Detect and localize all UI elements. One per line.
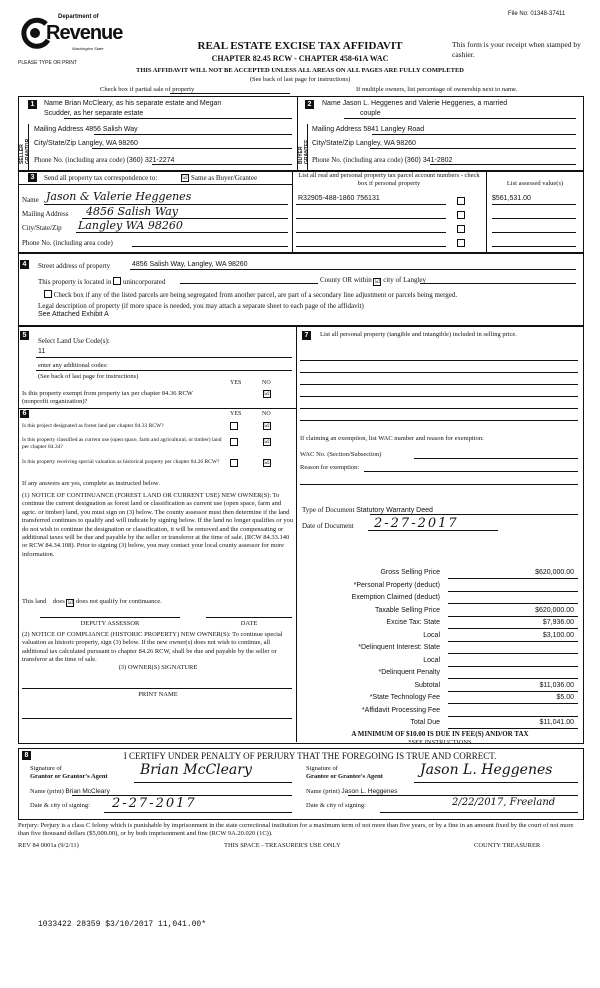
exempt-question: Is this property exempt from property tax per chapter 84.36 RCW (nonprofit organization)? (22, 390, 193, 405)
q3-no-checkbox[interactable]: ☑ (264, 459, 270, 466)
personal-checkbox-2[interactable] (457, 211, 465, 219)
form-revision: REV 84 0001a (9/2/11) (18, 842, 79, 849)
s6-yes: YES (230, 411, 242, 417)
doc-date-label: Date of Document (302, 522, 354, 530)
segregated-checkbox[interactable] (44, 290, 52, 298)
assessed-1[interactable]: $561,531.00 (492, 195, 531, 202)
personal-checkbox-3[interactable] (457, 225, 465, 233)
fee-label: Taxable Selling Price (375, 606, 440, 614)
personal-checkbox-4[interactable] (457, 239, 465, 247)
personal-checkbox-1[interactable] (457, 197, 465, 205)
buyer-city-row: City/State/Zip Langley, WA 98260 (312, 140, 416, 147)
grantor-date[interactable]: 2-27-2017 (112, 796, 197, 811)
correspondence-label: Send all property tax correspondence to: (44, 174, 158, 182)
s6-no: NO (262, 411, 271, 417)
legal-value[interactable]: See Attached Exhibit A (38, 311, 109, 318)
exempt-no-checkbox[interactable]: ☑ (264, 390, 270, 397)
grantor-date-label: Date & city of signing: (30, 802, 90, 809)
county-treasurer: COUNTY TREASURER (474, 842, 541, 849)
owner-signature-label: (3) OWNER(S) SIGNATURE (118, 664, 198, 671)
grantor-sig-label-b: Grantor or Grantor's Agent (30, 773, 108, 780)
fee-value[interactable]: $7,936.00 (542, 619, 574, 626)
segregated-row: Check box if any of the listed parcels are being segregated from another parcel, are part of a secondary line adjustment or parcels being merged. (44, 289, 457, 299)
please-type: PLEASE TYPE OR PRINT (18, 60, 78, 66)
fee-value[interactable]: $11,041.00 (539, 719, 574, 726)
form-title: REAL ESTATE EXCISE TAX AFFIDAVIT (197, 40, 403, 52)
s3-mail-label: Mailing Address (22, 210, 69, 218)
form-subtitle: CHAPTER 82.45 RCW - CHAPTER 458-61A WAC (211, 54, 389, 63)
q2-yes-checkbox[interactable] (230, 438, 238, 446)
legal-label: Legal description of property (if more space is needed, you may attach a separate sheet to each page of the affidavit) (38, 302, 364, 310)
fee-value[interactable]: $620,000.00 (535, 606, 574, 614)
grantee-sig-label-b: Grantee or Grantee's Agent (306, 773, 383, 780)
fee-label: Subtotal (414, 681, 440, 689)
see-instructions: *SEE INSTRUCTIONS (408, 739, 472, 746)
fee-value[interactable]: $620,000.00 (535, 569, 574, 576)
s3-mail[interactable]: 4856 Salish Way (86, 205, 178, 218)
fee-label: *Affidavit Processing Fee (361, 706, 440, 714)
q1-yes-checkbox[interactable] (230, 422, 238, 430)
additional-codes: enter any additional codes: (38, 362, 108, 369)
this-land-row: This land does ☑ does not qualify for continuance. (22, 598, 162, 606)
land-use-label: Select Land Use Code(s): (38, 337, 110, 345)
seller-name-1[interactable]: Brian McCleary, as his separate estate and Megan (64, 100, 222, 107)
fee-value[interactable]: $3,100.00 (542, 631, 574, 639)
fee-label: *State Technology Fee (369, 694, 440, 701)
grantee-sig-label-a: Signature of (306, 765, 338, 772)
section-7-badge: 7 (302, 331, 311, 340)
section-6-badge: 6 (20, 410, 29, 418)
grantee-date[interactable]: 2/22/2017, Freeland (452, 797, 556, 808)
street-value[interactable]: 4856 Salish Way, Langley, WA 98260 (132, 261, 248, 268)
seller-phone-row: Phone No. (including area code) (360) 321-2274 (34, 156, 175, 164)
logo-line2: Revenue (46, 22, 123, 44)
grantor-name[interactable]: Brian McCleary (65, 788, 110, 795)
fee-label: *Personal Property (deduct) (353, 581, 440, 589)
warning: THIS AFFIDAVIT WILL NOT BE ACCEPTED UNLESS ALL AREAS ON ALL PAGES ARE FULLY COMPLETED (136, 67, 464, 74)
receipt-note: This form is your receipt when stamped by cashier. (452, 40, 581, 59)
grantee-name[interactable]: Jason L. Heggenes (341, 788, 398, 795)
seller-side-label: SELLER GRANTOR (19, 138, 31, 164)
q2-no-checkbox[interactable]: ☑ (264, 438, 270, 445)
logo-line1: Department of (58, 14, 99, 20)
treasurer-space: THIS SPACE - TREASURER'S USE ONLY (224, 842, 341, 849)
multiple-owners-note: If multiple owners, list percentage of ownership next to name. (356, 86, 518, 93)
q2: Is this property classified as current use (open space, farm and agricultural, or timber) land per chapter 84.34? (22, 437, 222, 450)
fee-value[interactable]: $5.00 (556, 694, 574, 701)
q1-no-checkbox[interactable]: ☑ (264, 422, 270, 429)
fee-label: Local (423, 631, 440, 639)
logo-line3: Washington State (72, 46, 104, 51)
exemption-label: If claiming an exemption, list WAC number and reason for exemption: (300, 435, 484, 442)
notice-1: (1) NOTICE OF CONTINUANCE (FOREST LAND OR CURRENT USE) NEW OWNER(S): To continue the current designation as forest land or classification as current use (open space, farm and agric. or timber) land, you must sign on (3) below. The county assessor must then determine if the land transferred continues to qualify and will indicate by signing below. If the land no longer qualifies or you do not wish to continue the designation or classification, it will be removed and the compensating or additional taxes will be due and payable by the seller or transferor at the time of sale. (RCW 84.33.140 or RCW 84.34.108). Prior to signing (3) below, you may contact your local county assessor for more information. (22, 492, 294, 558)
land-use-value[interactable]: 11 (38, 348, 46, 355)
city-checkbox[interactable]: ☑ (374, 278, 381, 285)
q1: Is this project designated as forest land per chapter 84.33 RCW? (22, 423, 164, 429)
seller-mail[interactable]: 4856 Salish Way (85, 126, 138, 133)
perjury-statement: Perjury: Perjury is a class C felony which is punishable by imprisonment in the state correctional institution for a maximum term of not more than five years, or by a fine in an amount fixed by the court of not more than five thousand dollars ($5,000.00), or by both imprisonment and fine (RCW 9A.20.020 (1C)). (18, 822, 574, 837)
within-row: County OR within ☑ city of Langley (320, 276, 426, 285)
file-number: File No: 01348-37411 (508, 11, 566, 17)
see-back: (See back of last page for instructions) (249, 76, 351, 83)
seller-city-row: City/State/Zip Langley, WA 98260 (34, 140, 138, 147)
parcels-header: List all real and personal property tax parcel account numbers - check box if personal property (298, 172, 480, 187)
fee-label: Exemption Claimed (deduct) (351, 594, 440, 601)
notice-2: (2) NOTICE OF COMPLIANCE (HISTORIC PROPERTY) NEW OWNER(S): To continue special valuation as historic property, sign (3) below. If the new owner(s) does not wish to continue, all additional tax calculated pursuant to chapter 84.26 RCW, shall be due and payable by the seller or transferor at the time of sale. (22, 631, 283, 664)
same-as-buyer-label: Same as Buyer/Grantee (191, 174, 258, 182)
deputy-assessor: DEPUTY ASSESSOR (80, 620, 140, 627)
buyer-mail-row: Mailing Address 5841 Langley Road (312, 126, 425, 133)
unincorporated-checkbox[interactable] (113, 277, 121, 285)
grantor-sig-label-a: Signature of (30, 765, 62, 772)
grantor-signature[interactable]: Brian McCleary (140, 762, 252, 778)
reason-label: Reason for exemption: (300, 464, 360, 471)
same-as-buyer-checkbox[interactable]: ☑ (182, 174, 188, 181)
grantee-signature[interactable]: Jason L. Heggenes (420, 762, 553, 778)
personal-property-label: List all personal property (tangible and intangible) included in selling price. (320, 331, 517, 338)
s3-phone-label: Phone No. (including area code) (22, 239, 113, 247)
section-5-badge: 5 (20, 331, 29, 340)
fee-label: Gross Selling Price (380, 569, 440, 576)
certify-statement: I CERTIFY UNDER PENALTY OF PERJURY THAT THE FOREGOING IS TRUE AND CORRECT. (123, 751, 497, 761)
s3-name-label: Name (22, 196, 39, 204)
print-name-label: PRINT NAME (138, 691, 178, 698)
q3: Is this property receiving special valuation as historical property per chapter 84.26 RCW? (22, 459, 220, 465)
fee-label: Total Due (410, 719, 440, 726)
any-yes: If any answers are yes, complete as instructed below. (22, 480, 160, 487)
section-1-badge: 1 (28, 100, 37, 109)
doc-type[interactable]: Statutory Warranty Deed (356, 507, 433, 514)
seller-city[interactable]: Langley, WA 98260 (77, 140, 138, 147)
seller-name-2[interactable]: Scudder, as her separate estate (44, 110, 144, 117)
buyer-phone[interactable]: (360) 341-2802 (404, 157, 453, 164)
fee-label: *Delinquent Interest: State (358, 644, 440, 651)
seller-phone[interactable]: (360) 321-2274 (126, 157, 175, 164)
s3-city-label: City/State/Zip (22, 224, 62, 232)
dor-logo (18, 10, 123, 60)
check-partial-label: Check box if partial sale of property (100, 86, 195, 93)
buyer-mail[interactable]: 5841 Langley Road (363, 126, 425, 133)
grantor-name-row: Name (print) Brian McCleary (30, 788, 110, 795)
seller-mail-row: Mailing Address 4856 Salish Way (34, 126, 138, 133)
s5-yes: YES (230, 380, 242, 386)
q3-yes-checkbox[interactable] (230, 459, 238, 467)
land-use-see-back: (See back of last page for instructions) (38, 373, 139, 380)
does-not-checkbox[interactable]: ☑ (67, 599, 74, 606)
fee-label: Local (423, 656, 440, 664)
section-2-badge: 2 (305, 100, 314, 109)
doc-date[interactable]: 2-27-2017 (374, 516, 459, 531)
buyer-side-label: BUYER GRANTEE (298, 139, 310, 164)
located-row: This property is located in unincorporated (38, 278, 166, 286)
buyer-name-2[interactable]: couple (360, 110, 381, 117)
section-4-badge: 4 (20, 260, 29, 269)
fee-label: *Delinquent Penalty (378, 669, 440, 676)
section-3-badge: 3 (28, 173, 37, 182)
s3-city[interactable]: Langley WA 98260 (78, 219, 183, 232)
buyer-phone-row: Phone No. (including area code) (360) 341-2802 (312, 156, 453, 164)
payment-stamp: 1033422 28359 $3/10/2017 11,041.00* (38, 920, 207, 929)
s3-name[interactable]: Jason & Valerie Heggenes (46, 190, 192, 203)
grantee-name-row: Name (print) Jason L. Heggenes (306, 788, 398, 795)
fee-label: Excise Tax: State (386, 619, 440, 626)
s5-no: NO (262, 380, 271, 386)
section-8-badge: 8 (22, 751, 31, 760)
doc-type-row: Type of Document Statutory Warranty Deed (302, 506, 433, 514)
seller-name-label: Name Brian McCleary, as his separate estate and Megan (44, 100, 222, 107)
fee-value[interactable]: $11,036.00 (539, 681, 574, 689)
minimum-due: A MINIMUM OF $10.00 IS DUE IN FEE(S) AND/OR TAX (351, 730, 529, 738)
deputy-date: DATE (240, 620, 258, 627)
buyer-name-label: Name Jason L. Heggenes and Valerie Heggenes, a married (322, 100, 508, 107)
buyer-city[interactable]: Langley, WA 98260 (355, 140, 416, 147)
grantee-date-label: Date & city of signing: (306, 802, 366, 809)
street-label: Street address of property (38, 262, 111, 270)
parcel-1[interactable]: R32905-488-1860 756131 (298, 195, 380, 202)
city-value[interactable]: Langley (403, 276, 426, 284)
wac-label: WAC No. (Section/Subsection) (300, 451, 382, 458)
buyer-name-1[interactable]: Jason L. Heggenes and Valerie Heggenes, a married (342, 100, 508, 107)
assessed-header: List assessed value(s) (506, 180, 564, 187)
